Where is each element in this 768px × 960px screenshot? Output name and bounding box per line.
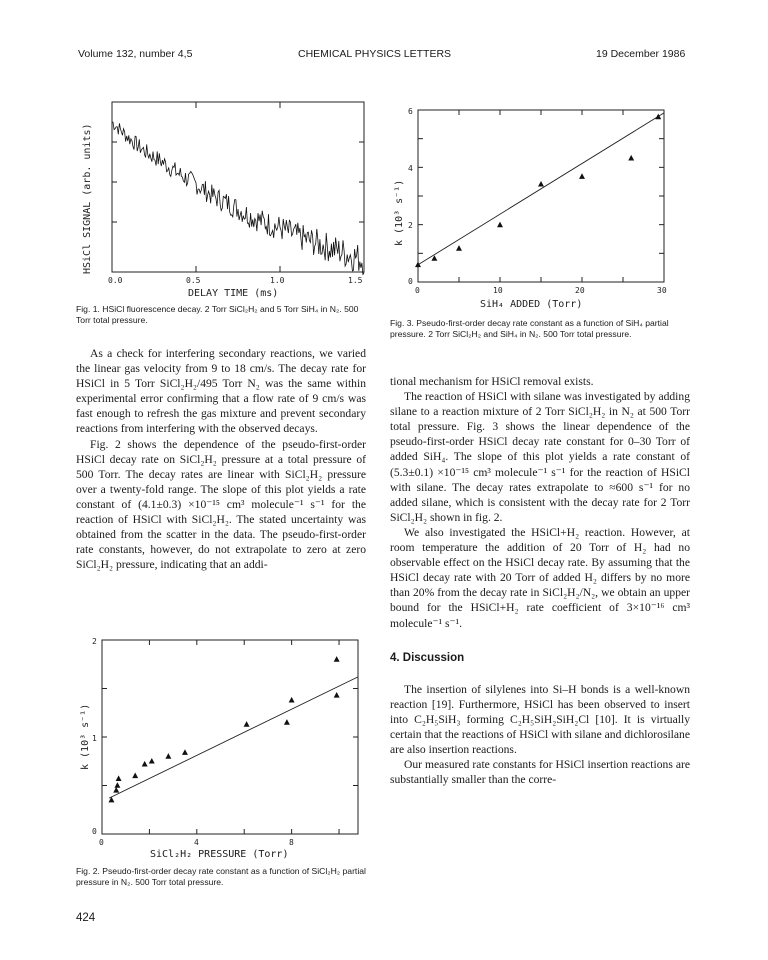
figure-3 — [390, 96, 680, 311]
fig2-xtick: 8 — [289, 838, 294, 846]
figure-1 — [76, 92, 376, 300]
paragraph: The reaction of HSiCl with silane was investigated by adding silane to a reaction mixture of 2 Torr SiCl₂H₂ in N₂ at 500 Torr total pressure. Fig. 3 shows the linear dependence of the pseudo-first-order HSiCl decay rate constant for 0–30 Torr of added SiH₄. The slope of this plot yields a rate constant of (5.3±0.1) ×10⁻¹⁵ cm³ molecule⁻¹ s⁻¹ for the reaction of HSiCl with silane. The decay rates extrapolate to ≈600 s⁻¹ for no added silane, which is consistent with the decay rate for 2 Torr SiCl₂H₂ shown in fig. 2. — [390, 390, 690, 524]
fig2-points — [109, 656, 340, 802]
fig1-frame — [112, 102, 364, 272]
paragraph: Fig. 2 shows the dependence of the pseudo-first-order HSiCl decay rate on SiCl₂H₂ pressure at a total pressure of 500 Torr. The decay rates are linear with SiCl₂H₂ pressure over a twenty-fold range. The slope of this plot yields a rate constant of (4.1±0.3) ×10⁻¹⁵ cm³ molecule⁻¹ s⁻¹ for the reaction of HSiCl with SiCl₂H₂. The stated uncertainty was obtained from the scatter in the data. The pseudo-first-order rate constants, however, do not extrapolate to zero at zero SiCl₂H₂ pressure, indicating that an addi- — [76, 437, 366, 572]
fig2-fit-line — [109, 677, 358, 798]
left-column — [76, 346, 366, 572]
fig2-ytick: 2 — [92, 637, 97, 646]
fig3-data-point — [579, 173, 585, 179]
paragraph: Our measured rate constants for HSiCl insertion reactions are substantially smaller than the corre- — [390, 758, 690, 787]
paragraph: tional mechanism for HSiCl removal exists. — [390, 375, 594, 388]
right-column — [390, 374, 690, 787]
paragraph: We also investigated the HSiCl+H₂ reaction. However, at room temperature the addition of 20 Torr of H₂ had no observable effect on the HSiCl decay rate. By assuming that the HSiCl decay rate with 20 Torr of added H₂ differs by no more than 20% from the decay rate in SiCl₂H₂/N₂, we obtain an upper bound for the HSiCl+H₂ rate coefficient of 3×10⁻¹⁶ cm³ molecule⁻¹ s⁻¹. — [390, 525, 690, 630]
fig3-ytick: 0 — [408, 277, 413, 286]
fig2-ylabel: k (10³ s⁻¹) — [80, 703, 91, 770]
fig1-xtick: 1.0 — [270, 276, 285, 285]
fig2-data-point — [114, 782, 120, 788]
fig3-data-point — [497, 222, 503, 228]
fig3-ytick: 4 — [408, 164, 413, 173]
fig2-data-point — [113, 787, 119, 793]
paragraph: As a check for interfering secondary reactions, we varied the linear gas velocity from 9 to 18 cm/s. The decay rate for HSiCl in 5 Torr SiCl₂H₂/495 Torr N₂ was the same within experimental error confirming that a flow rate of 9 cm/s was fast enough to refresh the gas mixture and prevent secondary reactions from interfering with the observed decays. — [76, 347, 366, 436]
fig3-xtick: 10 — [493, 286, 503, 295]
fig3-xtick: 0 — [415, 286, 420, 295]
fig2-frame — [102, 640, 358, 834]
paragraph: The insertion of silylenes into Si–H bonds is a well-known reaction [19]. Furthermore, HSiCl has been observed to insert into C₂H₅SiH₃ forming C₂H₅SiH₂SiH₂Cl [10]. It is virtually certain that the reactions of HSiCl with silane and dichlorosilane are also insertion reactions. — [390, 682, 690, 757]
fig1-xtick: 1.5 — [348, 276, 363, 285]
fig2-xtick: 4 — [194, 838, 199, 846]
fig3-data-point — [415, 262, 421, 268]
fig1-ylabel: HSiCl SIGNAL (arb. units) — [82, 123, 93, 274]
fig2-data-point — [132, 773, 138, 779]
fig2-data-point — [289, 697, 295, 703]
page-number: 424 — [76, 912, 96, 924]
fig2-data-point — [334, 656, 340, 662]
fig2-xlabel: SiCl₂H₂ PRESSURE (Torr) — [150, 849, 289, 860]
fig3-data-point — [628, 155, 634, 161]
fig1-xtick: 0.0 — [108, 276, 123, 285]
fig2-data-point — [165, 753, 171, 759]
fig1-caption: Fig. 1. HSiCl fluorescence decay. 2 Torr SiCl₂H₂ and 5 Torr SiH₄ in N₂. 500 Torr total pressure. — [76, 304, 359, 325]
figure-2 — [76, 628, 376, 846]
fig3-ylabel: k (10³ s⁻¹) — [394, 179, 405, 246]
fig2-xtick: 0 — [99, 838, 104, 846]
fig2-ytick: 0 — [92, 827, 97, 836]
fig3-ytick: 2 — [408, 221, 413, 230]
fig2-data-point — [284, 719, 290, 725]
fig3-data-point — [538, 181, 544, 187]
header-journal: CHEMICAL PHYSICS LETTERS — [298, 48, 452, 60]
fig2-data-point — [244, 721, 250, 727]
fig1-xlabel: DELAY TIME (ms) — [188, 288, 279, 299]
fig3-xtick: 30 — [657, 286, 667, 295]
fig3-xlabel: SiH₄ ADDED (Torr) — [480, 299, 583, 310]
fig1-decay-trace — [112, 122, 364, 275]
fig2-data-point — [182, 749, 188, 755]
fig2-caption: Fig. 2. Pseudo-first-order decay rate constant as a function of SiCl₂H₂ partial pressure in N₂. 500 Torr total pressure. — [76, 866, 366, 887]
fig1-xtick: 0.5 — [186, 276, 201, 285]
section-heading: 4. Discussion — [390, 651, 465, 664]
fig3-data-point — [456, 245, 462, 251]
fig3-caption: Fig. 3. Pseudo-first-order decay rate constant as a function of SiH₄ partial pressure. 2 Torr SiCl₂H₂ and SiH₄ in N₂. 500 Torr total pressure. — [390, 318, 669, 339]
fig3-xtick: 20 — [575, 286, 585, 295]
fig2-ytick: 1 — [92, 734, 97, 743]
header-date: 19 December 1986 — [596, 48, 686, 60]
fig2-data-point — [149, 758, 155, 764]
fig2-data-point — [334, 692, 340, 698]
fig3-data-point — [655, 114, 661, 120]
fig2-data-point — [142, 761, 148, 767]
header-volume: Volume 132, number 4,5 — [78, 48, 193, 60]
fig2-data-point — [116, 775, 122, 781]
fig3-fit-line — [418, 113, 664, 265]
fig1-signal-line — [112, 122, 364, 275]
fig3-ytick: 6 — [408, 107, 413, 116]
